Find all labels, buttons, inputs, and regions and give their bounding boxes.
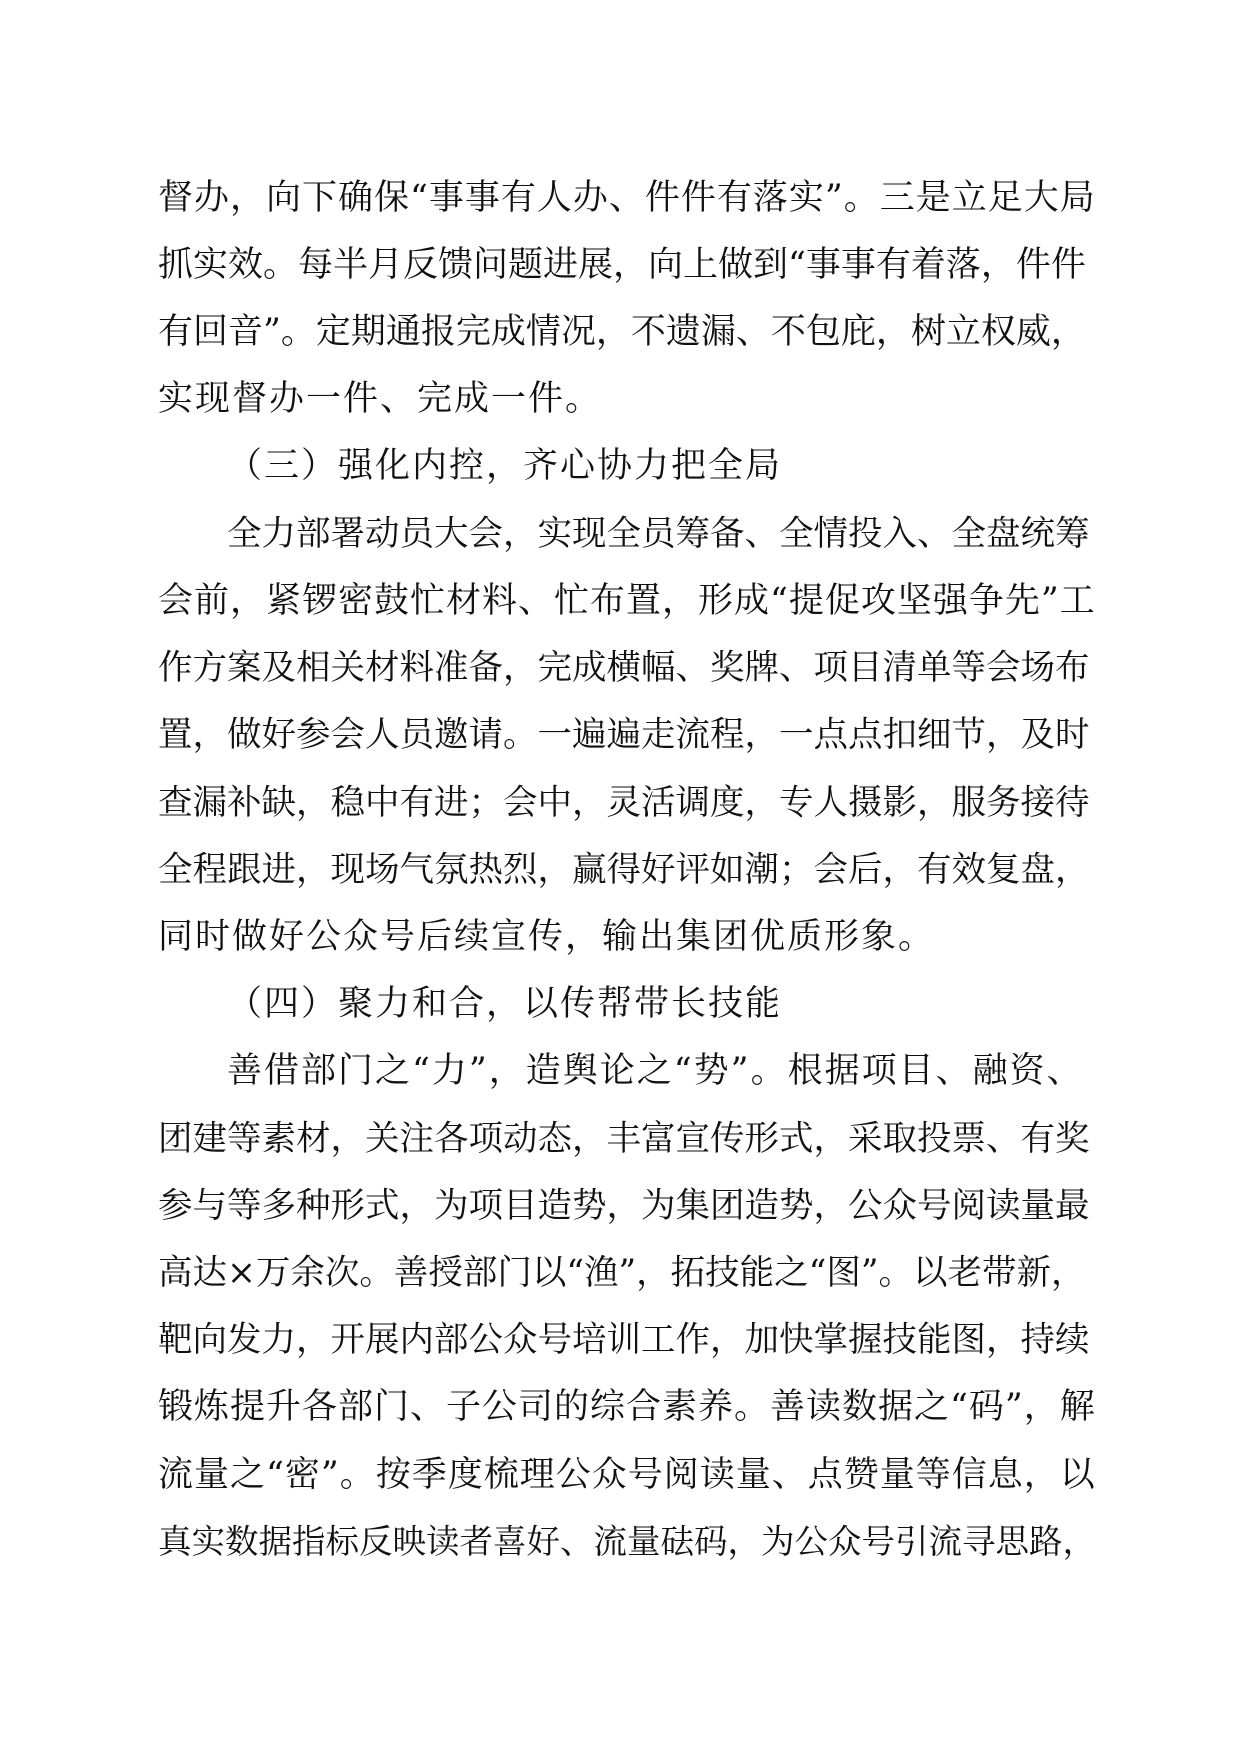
body-line: 参与等多种形式，为项目造势，为集团造势，公众号阅读量最: [158, 1186, 1090, 1226]
section-heading: （三）强化内控，齐心协力把全局: [227, 446, 783, 486]
body-line: 善借部门之“力”，造舆论之“势”。根据项目、融资、: [227, 1051, 1084, 1091]
body-line: 会前，紧锣密鼓忙材料、忙布置，形成“提促攻坚强争先”工: [158, 581, 1096, 621]
body-line: 流量之“密”。按季度梳理公众号阅读量、点赞量等信息，以: [158, 1455, 1096, 1495]
body-line: 同时做好公众号后续宣传，输出集团优质形象。: [158, 917, 936, 957]
body-line: 督办，向下确保“事事有人办、件件有落实”。三是立足大局: [158, 178, 1096, 218]
body-line: 实现督办一件、完成一件。: [158, 379, 603, 419]
body-line: 抓实效。每半月反馈问题进展，向上做到“事事有着落，件件: [158, 245, 1086, 285]
body-line: 全力部署动员大会，实现全员筹备、全情投入、全盘统筹: [227, 514, 1090, 554]
body-line: 靶向发力，开展内部公众号培训工作，加快掌握技能图，持续: [158, 1320, 1090, 1360]
section-heading: （四）聚力和合，以传帮带长技能: [227, 984, 783, 1024]
body-line: 全程跟进，现场气氛热烈，赢得好评如潮；会后，有效复盘，: [158, 850, 1090, 890]
body-line: 作方案及相关材料准备，完成横幅、奖牌、项目清单等会场布: [158, 648, 1090, 688]
body-line: 团建等素材，关注各项动态，丰富宣传形式，采取投票、有奖: [158, 1119, 1090, 1159]
body-line: 有回音”。定期通报完成情况，不遗漏、不包庇，树立权威，: [158, 312, 1086, 352]
body-line: 真实数据指标反映读者喜好、流量砝码，为公众号引流寻思路，: [158, 1522, 1096, 1561]
body-line: 置，做好参会人员邀请。一遍遍走流程，一点点扣细节，及时: [158, 715, 1090, 755]
body-line: 查漏补缺，稳中有进；会中，灵活调度，专人摄影，服务接待: [158, 783, 1090, 823]
body-line: 锻炼提升各部门、子公司的综合素养。善读数据之“码”，解: [158, 1387, 1096, 1427]
body-line: 高达×万余次。善授部门以“渔”，拓技能之“图”。以老带新，: [158, 1253, 1086, 1293]
